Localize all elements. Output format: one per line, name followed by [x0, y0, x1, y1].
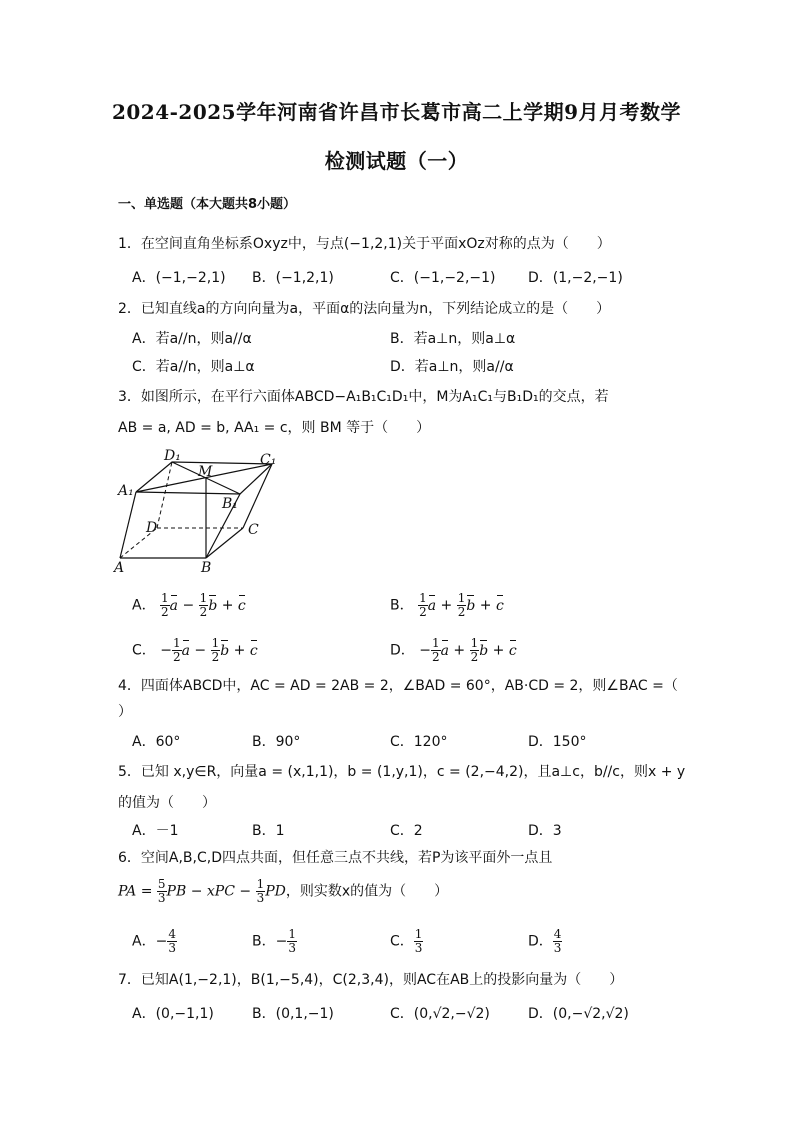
q4-option-d: D．150° — [528, 734, 587, 750]
q1-option-c: C．(−1,−2,−1) — [390, 270, 496, 286]
q1-option-a: A．(−1,−2,1) — [132, 270, 226, 286]
question-5-line-2: 的值为（ ） — [118, 795, 216, 811]
label-b: B — [201, 560, 212, 576]
question-2: 2．已知直线a的方向向量为a，平面α的法向量为n，下列结论成立的是（ ） — [118, 301, 611, 317]
label-b1: B₁ — [222, 496, 238, 512]
question-3-line-2: AB = a, AD = b, AA₁ = c，则 BM 等于（ ） — [118, 420, 431, 436]
title-line-2: 检测试题（一） — [324, 149, 469, 173]
q7-option-a: A．(0,−1,1) — [132, 1006, 214, 1022]
q7-option-d: D．(0,−√2,√2) — [528, 1006, 629, 1022]
question-5-line-1: 5．已知 x,y∈R，向量a = (x,1,1)，b = (1,y,1)，c = (2,−4,2)，且a⊥c，b//c，则x + y — [118, 764, 686, 780]
question-4-line-1: 4．四面体ABCD中，AC = AD = 2AB = 2，∠BAD = 60°，AB·CD = 2，则∠BAC =（ — [118, 678, 678, 694]
label-c1: C₁ — [260, 452, 277, 468]
label-d1: D₁ — [164, 448, 181, 464]
q2-option-c: C．若a//n，则a⊥α — [132, 359, 255, 375]
label-a: A — [114, 560, 125, 576]
parallelepiped-figure — [110, 448, 290, 578]
q5-option-b: B．1 — [252, 823, 285, 839]
label-a1: A₁ — [118, 483, 134, 499]
q4-option-b: B．90° — [252, 734, 301, 750]
q6-option-b: B．− $\frac{1}{3}$ — [252, 927, 296, 955]
q3-option-a: A． $\frac{1}{2}$ a − $\frac{1}{2}$ b + c — [132, 591, 246, 619]
q5-option-d: D．3 — [528, 823, 562, 839]
question-6-line-1: 6．空间A,B,C,D四点共面，但任意三点不共线，若P为该平面外一点且 — [118, 850, 553, 866]
q4-option-c: C．120° — [390, 734, 448, 750]
label-m: M — [198, 464, 213, 480]
q6-option-a: A．− $\frac{4}{3}$ — [132, 927, 176, 955]
label-d: D — [146, 520, 158, 536]
q2-option-b: B．若a⊥n，则a⊥α — [390, 331, 516, 347]
q3-option-c: C． − $\frac{1}{2}$ a − $\frac{1}{2}$ b + c — [132, 636, 258, 664]
q6-option-d: D． $\frac{4}{3}$ — [528, 927, 562, 955]
q3-option-d: D． − $\frac{1}{2}$ a + $\frac{1}{2}$ b + c — [390, 636, 517, 664]
q1-option-b: B．(−1,2,1) — [252, 270, 334, 286]
q3-option-b: B． $\frac{1}{2}$ a + $\frac{1}{2}$ b + c — [390, 591, 504, 619]
question-1: 1．在空间直角坐标系Oxyz中，与点(−1,2,1)关于平面xOz对称的点为（ ） — [118, 236, 611, 252]
q5-option-a: A．－1 — [132, 823, 179, 839]
q1-option-d: D．(1,−2,−1) — [528, 270, 623, 286]
q6-option-c: C． $\frac{1}{3}$ — [390, 927, 423, 955]
section-heading: 一、单选题（本大题共8小题） — [118, 197, 297, 212]
question-4-line-2: ） — [118, 704, 132, 720]
question-3-line-1: 3．如图所示，在平行六面体ABCD−A₁B₁C₁D₁中，M为A₁C₁与B₁D₁的交点，若 — [118, 389, 609, 405]
q7-option-c: C．(0,√2,−√2) — [390, 1006, 490, 1022]
q5-option-c: C．2 — [390, 823, 423, 839]
q2-option-d: D．若a⊥n，则a//α — [390, 359, 514, 375]
title-line-1: 2024-2025学年河南省许昌市长葛市高二上学期9月月考数学 — [111, 100, 682, 124]
question-6-line-2: PA = $\frac{5}{3}$ PB − xPC − $\frac{1}{3}$ PD，则实数x的值为（ ） — [118, 877, 449, 905]
question-7: 7．已知A(1,−2,1)，B(1,−5,4)，C(2,3,4)，则AC在AB上的投影向量为（ ） — [118, 972, 624, 988]
q7-option-b: B．(0,1,−1) — [252, 1006, 334, 1022]
q2-option-a: A．若a//n，则a//α — [132, 331, 252, 347]
label-c: C — [248, 522, 259, 538]
q4-option-a: A．60° — [132, 734, 181, 750]
